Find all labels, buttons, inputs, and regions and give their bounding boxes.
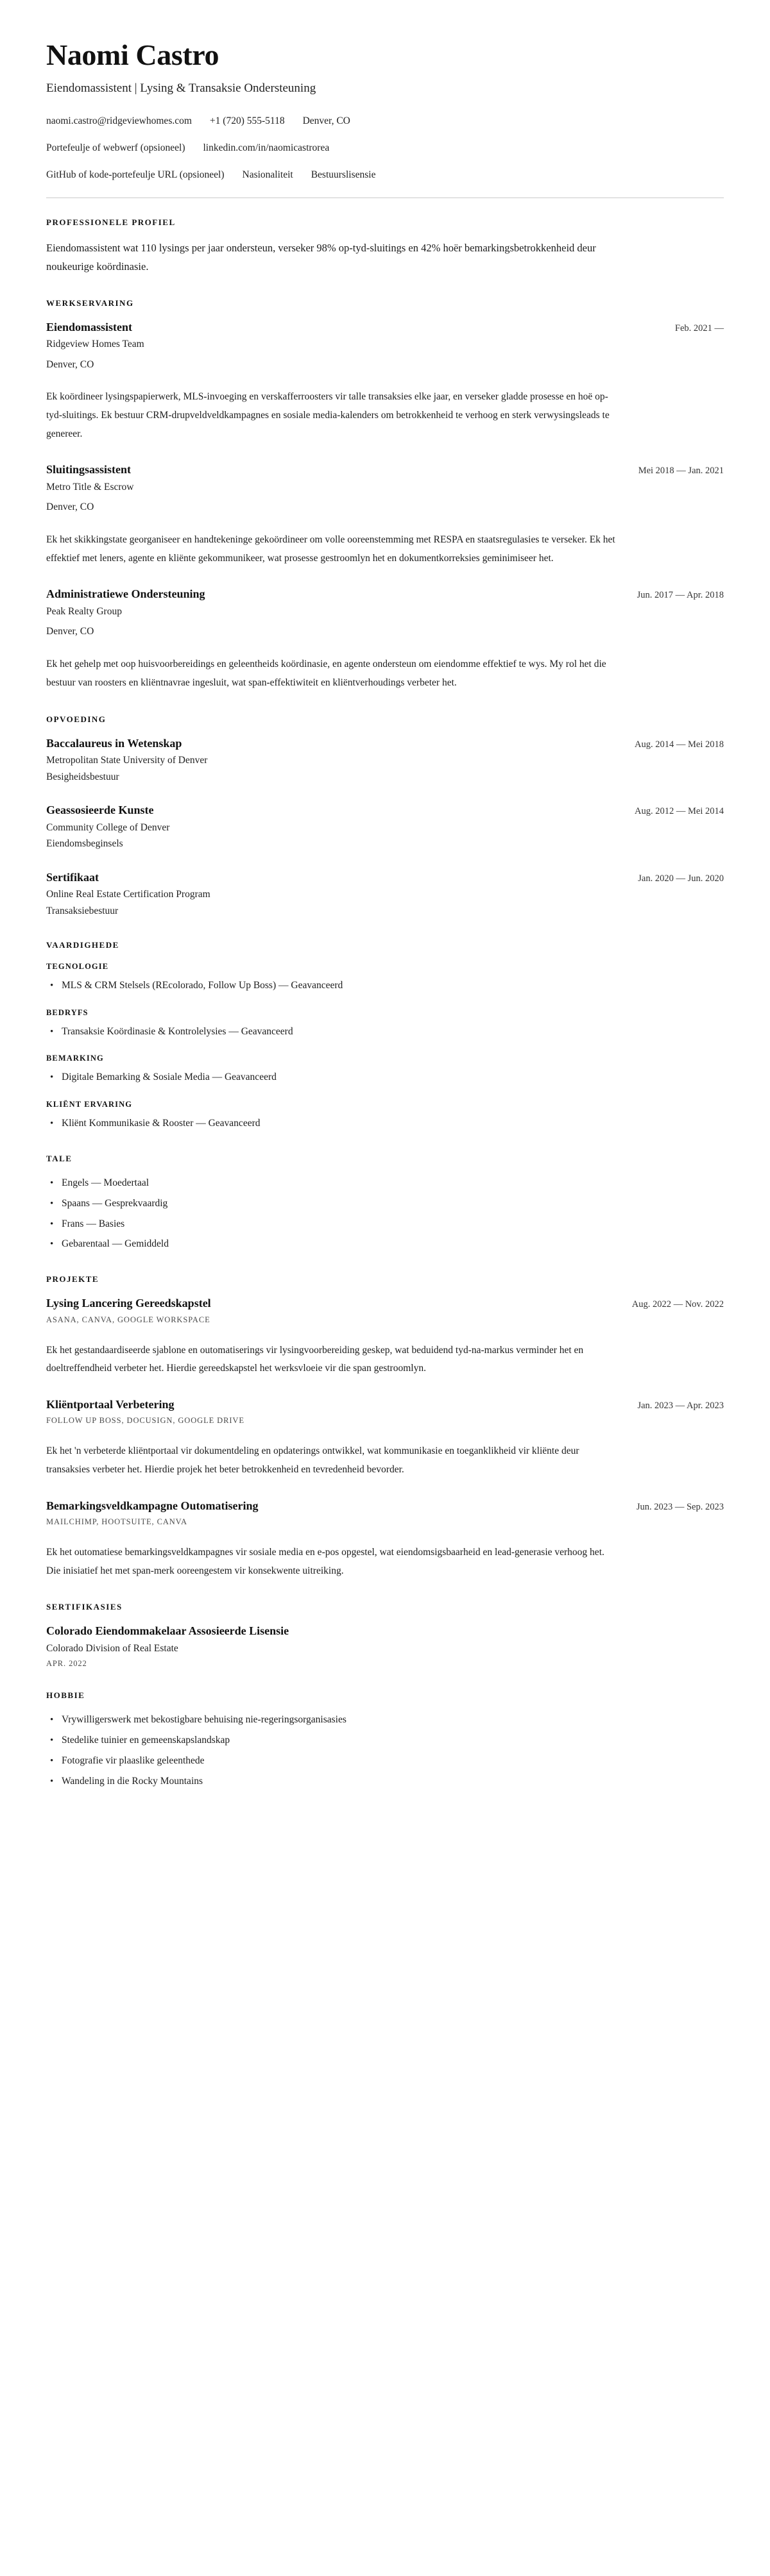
section-projects [46, 1274, 724, 1580]
education-list [46, 736, 724, 918]
entry-title: Colorado Eiendommakelaar Assosieerde Lisensie [46, 1624, 289, 1638]
certification-entry [46, 1624, 724, 1669]
entry-date-range: Jan. 2023 — Apr. 2023 [637, 1400, 724, 1411]
entry-date-range: Aug. 2022 — Nov. 2022 [631, 1299, 724, 1310]
page-title: Naomi Castro [46, 38, 219, 71]
skill-item: • Digitale Bemarking & Sosiale Media — Geavanceerd [46, 1070, 724, 1086]
entry-field-of-study: Transaksiebestuur [46, 905, 119, 917]
contact-item[interactable]: +1 (720) 555-5118 [209, 115, 285, 126]
entry-date-range: Jun. 2023 — Sep. 2023 [636, 1501, 724, 1512]
entry-date-range: Mei 2018 — Jan. 2021 [638, 466, 724, 476]
entry-organization: Metropolitan State University of Denver [46, 754, 208, 766]
professional-headline: Eiendomassistent | Lysing & Transaksie Ondersteuning [46, 81, 316, 96]
experience-entry [46, 587, 724, 692]
contact-row [46, 142, 724, 155]
entry-header-row [46, 1499, 724, 1513]
entry-description: Ek het gestandaardiseerde sjablone en outomatiserings vir lysingvoorbereiding geskep, wat beduidend tyd-na-markus verminder het en doeltreffendheid verbeter het. Hierdie gereedskapstel het werksvloeie vir die span gestroomlyn. [46, 1344, 584, 1374]
entry-header-row [46, 1296, 724, 1311]
section-heading-profile: PROFESSIONELE PROFIEL [46, 217, 176, 227]
entry-organization: Metro Title & Escrow [46, 481, 134, 492]
project-entry [46, 1499, 724, 1581]
skill-group-heading: TEGNOLOGIE [46, 961, 109, 971]
entry-date-range: Jun. 2017 — Apr. 2018 [637, 590, 724, 601]
skill-bullet-list [46, 1070, 724, 1086]
section-profile [46, 217, 724, 276]
section-hobbies [46, 1690, 724, 1789]
entry-date-range: Feb. 2021 — [674, 323, 724, 333]
entry-location: Denver, CO [46, 501, 94, 513]
entry-field-of-study: Eiendomsbeginsels [46, 838, 123, 850]
languages-bullet-list [46, 1175, 724, 1252]
language-item: • Gebarentaal — Gemiddeld [46, 1236, 724, 1252]
skill-bullet-list [46, 978, 724, 994]
section-heading-skills: VAARDIGHEDE [46, 939, 119, 950]
entry-date-range: Aug. 2014 — Mei 2018 [635, 739, 724, 750]
contact-item[interactable]: Nasionaliteit [242, 169, 293, 180]
entry-title: Bemarkingsveldkampagne Outomatisering [46, 1499, 259, 1512]
certification-issue-date: APR. 2022 [46, 1659, 87, 1669]
entry-title: Eiendomassistent [46, 320, 133, 333]
entry-tech-stack: FOLLOW UP BOSS, DOCUSIGN, GOOGLE DRIVE [46, 1416, 244, 1426]
project-entry [46, 1296, 724, 1378]
skill-group-heading: BEMARKING [46, 1054, 104, 1063]
hobbies-bullet-list [46, 1712, 724, 1789]
hobby-item: • Stedelike tuinier en gemeenskapslandskap [46, 1733, 724, 1749]
skill-group [46, 1054, 724, 1086]
entry-field-of-study: Besigheidsbestuur [46, 771, 119, 782]
section-heading-hobbies: HOBBIE [46, 1690, 85, 1701]
entry-title: Lysing Lancering Gereedskapstel [46, 1297, 211, 1310]
skill-item: • MLS & CRM Stelsels (REcolorado, Follow Up Boss) — Geavanceerd [46, 978, 724, 994]
section-experience [46, 298, 724, 693]
skills-list [46, 962, 724, 1132]
contact-row [46, 115, 724, 128]
entry-header-row [46, 462, 724, 477]
entry-header-row [46, 1397, 724, 1412]
profile-summary-text: Eiendomassistent wat 110 lysings per jaar ondersteun, verseker 98% op-tyd-sluitings en 42% hoër bemarkingsbetrokkenheid deur noukeurige koördinasie. [46, 241, 596, 273]
entry-title: Geassosieerde Kunste [46, 804, 154, 817]
entry-header-row [46, 1624, 724, 1638]
education-entry [46, 736, 724, 784]
section-education [46, 714, 724, 918]
entry-description: Ek het gehelp met oop huisvoorbereidings en geleentheids koördinasie, en agente ondersteun om eiendomme effektief te wys. My rol het die bestuur van roosters en kliëntnavrae ingesluit, wat span-effektiwiteit en kliëntverhoudings verbeter het. [46, 659, 606, 688]
skill-group-heading: BEDRYFS [46, 1007, 89, 1017]
entry-title: Administratiewe Ondersteuning [46, 587, 205, 601]
section-heading-education: OPVOEDING [46, 714, 107, 724]
project-entry [46, 1397, 724, 1479]
hobby-item: • Fotografie vir plaaslike geleenthede [46, 1753, 724, 1769]
contact-item[interactable]: naomi.castro@ridgeviewhomes.com [46, 115, 192, 126]
contact-item[interactable]: Portefeulje of webwerf (opsioneel) [46, 142, 185, 153]
section-languages [46, 1154, 724, 1252]
skill-group [46, 962, 724, 994]
entry-organization: Ridgeview Homes Team [46, 338, 144, 349]
entry-description: Ek koördineer lysingspapierwerk, MLS-invoeging en verskafferroosters vir talle transaksies elke jaar, en verseker gladde prosesse en hoë op-tyd-sluitings. Ek bestuur CRM-drupveldveldkampagnes en sosiale media-kalenders om betrokkenheid te verhoog en sterk verwysingsleads te genereer. [46, 391, 610, 439]
skill-bullet-list [46, 1024, 724, 1040]
contact-item[interactable]: Bestuurslisensie [311, 169, 376, 180]
entry-organization: Colorado Division of Real Estate [46, 1642, 178, 1654]
entry-location: Denver, CO [46, 358, 94, 370]
entry-header-row [46, 870, 724, 885]
contact-item[interactable]: GitHub of kode-portefeulje URL (opsioneel) [46, 169, 225, 180]
entry-header-row [46, 587, 724, 602]
contact-item[interactable]: linkedin.com/in/naomicastrorea [203, 142, 330, 153]
entry-tech-stack: ASANA, CANVA, GOOGLE WORKSPACE [46, 1315, 210, 1324]
skill-item: • Kliënt Kommunikasie & Rooster — Geavanceerd [46, 1116, 724, 1132]
entry-tech-stack: MAILCHIMP, HOOTSUITE, CANVA [46, 1517, 187, 1527]
entry-title: Baccalaureus in Wetenskap [46, 736, 182, 750]
entry-header-row [46, 803, 724, 818]
contact-block [46, 115, 724, 182]
skill-group-heading: KLIËNT ERVARING [46, 1100, 133, 1109]
education-entry [46, 803, 724, 851]
section-heading-certifications: SERTIFIKASIES [46, 1602, 123, 1612]
entry-description: Ek het skikkingstate georganiseer en handtekeninge gekoördineer om volle ooreenstemming met RESPA en staatsregulasies te verseker. Ek het effektief met leners, agente en kliënte gekommunikeer, wat prosesse gestroomlyn het en dokumentkorreksies geminimiseer het. [46, 534, 615, 564]
contact-item[interactable]: Denver, CO [302, 115, 350, 126]
skill-group [46, 1008, 724, 1040]
section-heading-experience: WERKSERVARING [46, 298, 134, 308]
skill-group [46, 1100, 724, 1132]
section-heading-languages: TALE [46, 1153, 73, 1163]
certifications-list [46, 1624, 724, 1669]
skill-bullet-list [46, 1116, 724, 1132]
entry-description: Ek het outomatiese bemarkingsveldkampagnes vir sosiale media en e-pos opgestel, wat eiendomsigsbaarheid en lead-generasie verhoog het. Die inisiatief het met span-merk ooreengestem vir konsekwente uitreiking. [46, 1547, 604, 1576]
contact-row [46, 169, 724, 182]
entry-organization: Online Real Estate Certification Program [46, 889, 210, 900]
section-certifications [46, 1602, 724, 1669]
entry-location: Denver, CO [46, 626, 94, 637]
entry-title: Kliëntportaal Verbetering [46, 1397, 175, 1411]
entry-header-row [46, 320, 724, 335]
language-item: • Frans — Basies [46, 1216, 724, 1233]
section-skills [46, 940, 724, 1132]
entry-date-range: Jan. 2020 — Jun. 2020 [638, 873, 724, 884]
entry-organization: Community College of Denver [46, 821, 170, 833]
hobby-item: • Wandeling in die Rocky Mountains [46, 1774, 724, 1790]
projects-list [46, 1296, 724, 1580]
section-heading-projects: PROJEKTE [46, 1274, 99, 1284]
hobby-item: • Vrywilligerswerk met bekostigbare behuising nie-regeringsorganisasies [46, 1712, 724, 1728]
language-item: • Engels — Moedertaal [46, 1175, 724, 1191]
entry-description: Ek het 'n verbeterde kliëntportaal vir dokumentdeling en opdaterings ontwikkel, wat kommunikasie en toeganklikheid vir kliënte deur transaksies verbeter het. Hierdie projek het beter betrokkenheid en tevredenheid bevorder. [46, 1445, 579, 1475]
skill-item: • Transaksie Koördinasie & Kontrolelysies — Geavanceerd [46, 1024, 724, 1040]
entry-title: Sluitingsassistent [46, 463, 132, 476]
experience-list [46, 320, 724, 693]
entry-date-range: Aug. 2012 — Mei 2014 [635, 806, 724, 817]
experience-entry [46, 320, 724, 444]
education-entry [46, 870, 724, 918]
experience-entry [46, 462, 724, 568]
entry-organization: Peak Realty Group [46, 605, 122, 617]
language-item: • Spaans — Gesprekvaardig [46, 1196, 724, 1212]
entry-header-row [46, 736, 724, 751]
entry-title: Sertifikaat [46, 871, 99, 884]
